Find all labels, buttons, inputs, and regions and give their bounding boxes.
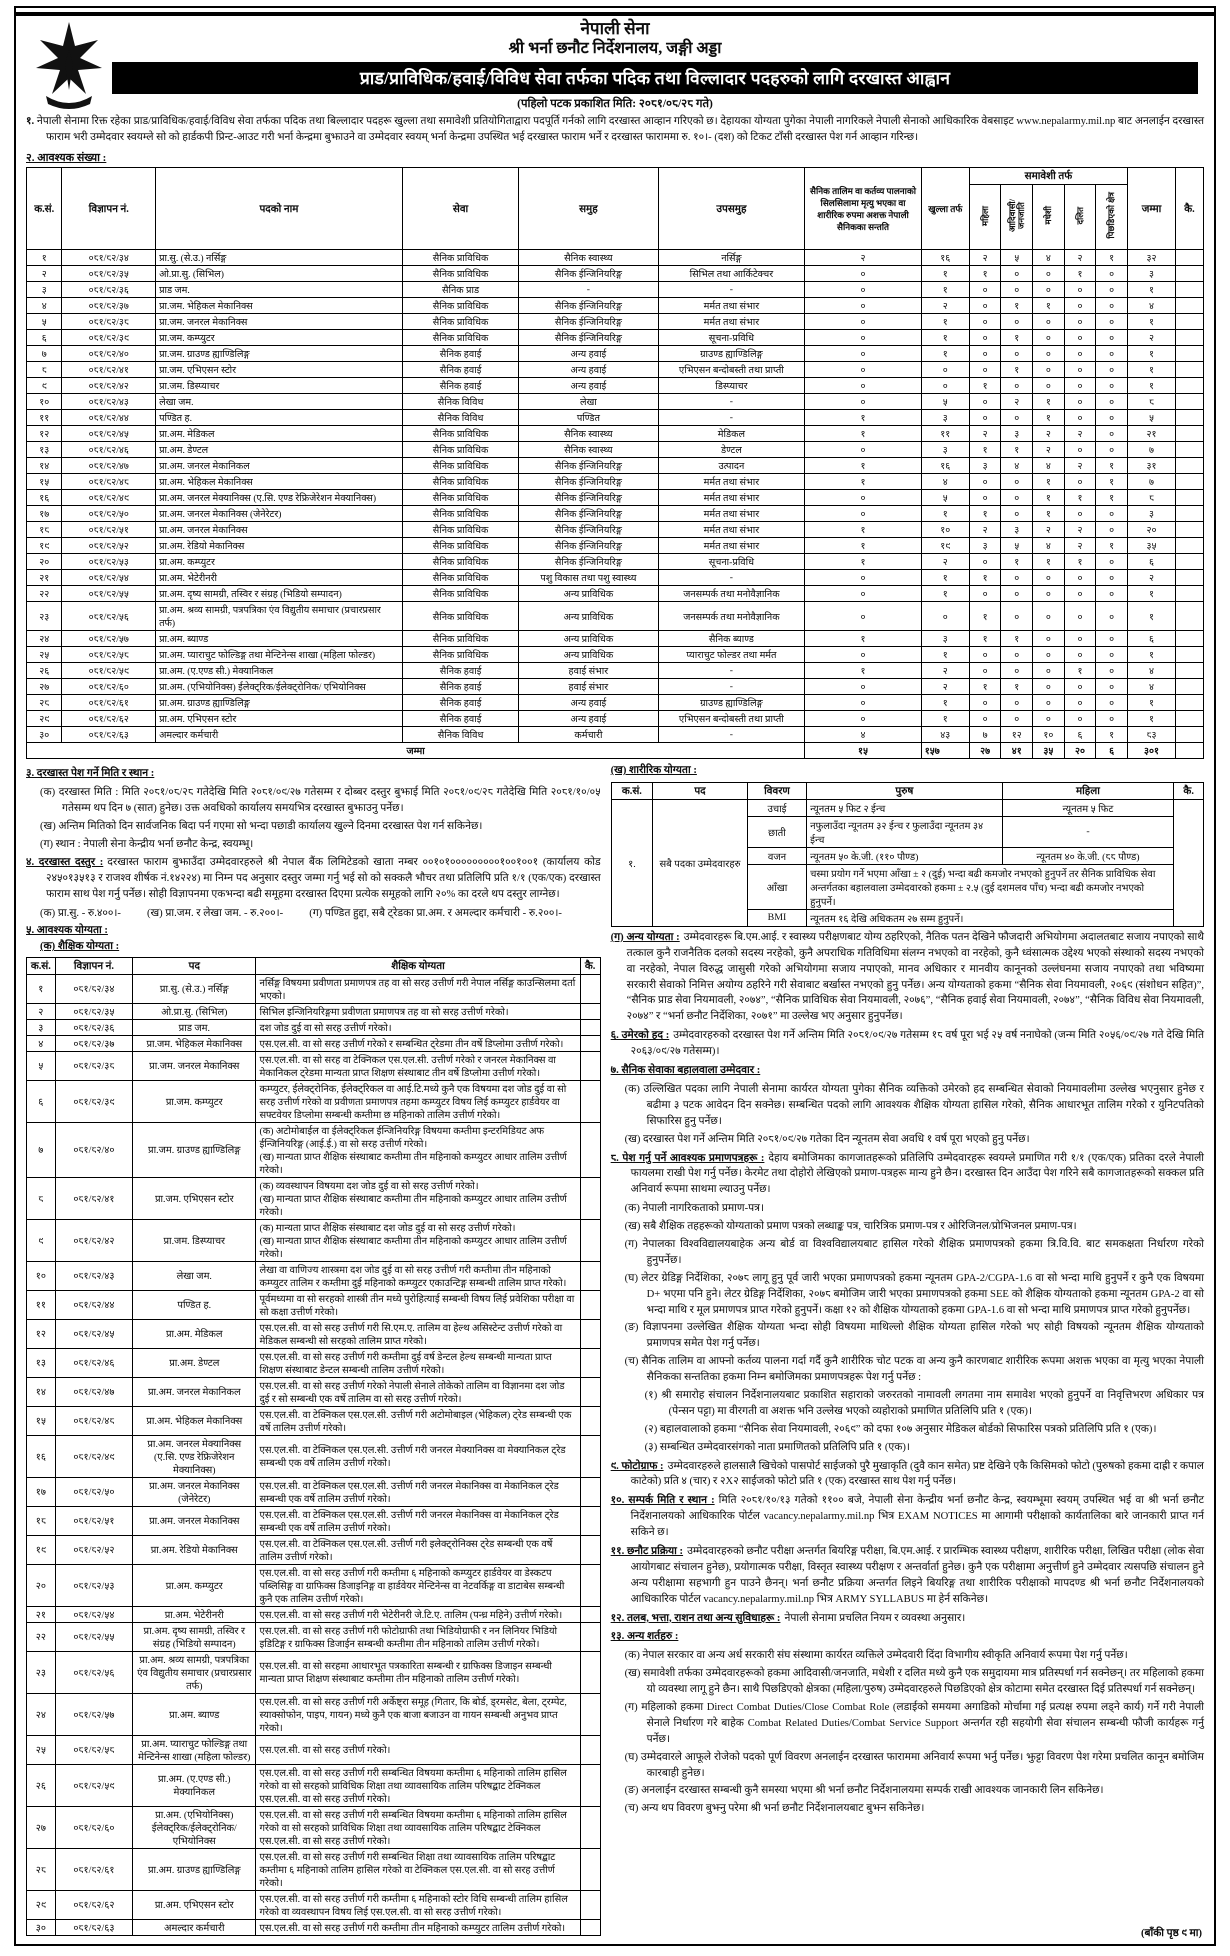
sec3-item-b: (ख) अन्तिम मितिको दिन सार्वजनिक बिदा पर्न गएमा सो भन्दा पछाडी कार्यालय खुल्ने दिनमा दरखास्त पेश गर्न सकिनेछ। (40, 820, 483, 832)
col-backward: पिछडिएको क्षेत्र (1106, 192, 1117, 239)
table-row: २२ ०८१/८२/५५ प्रा.अम. दृष्य सामग्री, तस्विर र संग्रह (भिडियो सम्पादन) एस.एल.सी. वा सो सरह उत्तीर्ण गरी फोटोग्राफी तथा भिडियोग्राफी र नन लिनियर भिडियो इडिटिङ्ग र ग्राफिक्स डिजाईन सम्बन्धी कम्तीमा तीन महिनाको तालिम उत्तीर्ण गरेको। (27, 1622, 601, 1651)
phys-col-remarks: कै. (1174, 782, 1204, 799)
edu-col-sn: क.सं. (27, 957, 56, 974)
notice-banner: प्राड/प्राविधिक/हवाई/विविध सेवा तर्फका पदिक तथा विल्लादार पदहरुको लागि दरखास्त आह्वान (112, 62, 1198, 94)
sec13-items (611, 1648, 1204, 1817)
phys-row-chest: छाती नफुलाउँदा न्यूनतम ३२ ईन्च र फुलाउँदा न्यूनतम ३४ ईन्च - (611, 816, 1203, 847)
vacancy-total-row: जम्मा १५ १५७ २७ ४१ ३५ २० ६ ३०१ (27, 743, 1204, 759)
table-row: १५ ०८१/८२/४८ प्रा.अम. भेहिकल मेकानिक्स सैनिक प्राविधिक सैनिक ईन्जिनियरिङ्ग मर्मत तथा संभार १ ४ ० ० १ ० १ ७ (27, 474, 1204, 490)
phys-row-height: १. सबै पदका उम्मेदवारहरु उचाई न्यूनतम ५ फिट २ ईन्च न्यूनतम ५ फिट (611, 799, 1203, 816)
education-table-body (27, 974, 601, 1935)
published-date: (पहिलो पटक प्रकाशित मिति: २०८१/०८/२८ गते) (517, 98, 713, 111)
fee-list (40, 906, 601, 920)
table-row: ७ ०८१/८२/४० प्रा.जम. ग्राउण्ड ह्याण्डिलिङ्ग सैनिक हवाई अन्य हवाई ग्राउण्ड ह्याण्डिलिङ्ग ० १ ० ० ० ० ० १ (27, 346, 1204, 362)
total-label: जम्मा (27, 743, 805, 759)
table-row: ३० ०८१/८२/६३ अमल्दार कर्मचारी एस.एल.सी. वा सो सरह उत्तीर्ण गरी कम्तीमा तीन महिनाको कम्प्युटर तालिम उत्तीर्ण गरेको। (27, 1919, 601, 1935)
page-frame (14, 6, 1216, 1946)
table-row: १ ०८१/८२/३४ प्रा.सु. (से.उ.) नर्सिङ्ग सैनिक प्राविधिक सैनिक स्वास्थ्य नर्सिङ्ग २ १६ २ ५ ४ २ १ ३२ (27, 250, 1204, 266)
table-row: २१ ०८१/८२/५४ प्रा.अम. भेटेरीनरी सैनिक प्राविधिक पशु विकास तथा पशु स्वास्थ्य - ० १ १ ० ० ० ० २ (27, 570, 1204, 586)
table-row: २५ ०८१/८२/५८ प्रा.अम. प्याराचुट फोल्डिङ्ग तथा मेन्टिनेन्स शाखा (महिला फोल्डर) एस.एल.सी. वा सो सरह उत्तीर्ण गरेको। (27, 1735, 601, 1764)
table-row: ६ ०८१/८२/३९ प्रा.जम. कम्प्युटर कम्प्युटर, ईलेक्ट्रोनिक, ईलेक्ट्रिकल वा आई.टि.मध्ये कुनै एक विषयमा दश जोड दुई वा सो सरह उत्तीर्ण गरेको वा प्रवीणता प्रमाणपत्र तहमा कम्प्युटर विषय लिई कम्प्युटर हार्डवेयर वा सफ्टवेयर डिप्लोमा सम्बन्धी कम्तीमा छ महिनाको तालिम उत्तीर्ण गरेको। (27, 1080, 601, 1122)
table-row: १४ ०८१/८२/४७ प्रा.अम. जनरल मेकानिकल एस.एल.सी. वा सो सरह उत्तीर्ण गरेको नेपाली सेनाले तोकेको तालिम वा विज्ञानमा दश जोड दुई र सो सम्बन्धी एक वर्षे तालिम वा सो सरह उत्तीर्ण गरेको। (27, 1377, 601, 1406)
org-name: नेपाली सेना (580, 19, 650, 38)
phys-col-post: पद (653, 782, 748, 799)
table-row: २ ०८१/८२/३५ ओ.प्रा.सु. (सिभिल) सैनिक प्राविधिक सैनिक ईन्जिनियरिङ्ग सिभिल तथा आर्किटेक्चर ० १ १ ० ० १ ० ३ (27, 266, 1204, 282)
col-open: खुल्ला तर्फ (921, 168, 969, 250)
directorate-name: श्री भर्ना छनौट निर्देशनालय, जङ्गी अड्डा (508, 40, 722, 58)
phys-col-sn: क.सं. (611, 782, 652, 799)
table-row: २९ ०८१/८२/६२ प्रा.अम. एभिएसन स्टोर एस.एल.सी. वा सो सरह उत्तीर्ण गरी कम्तीमा ६ महिनाको स्टोर विधि सम्बन्धी तालिम हासिल गरेको वा व्यवस्थापन विषय लिई एस.एल.सी. वा सो सरह उत्तीर्ण गरेको। (27, 1890, 601, 1919)
edu-col-post: पद (133, 957, 256, 974)
table-row: १ ०८१/८२/३४ प्रा.सु. (से.उ.) नर्सिङ्ग नर्सिङ्ग विषयमा प्रवीणता प्रमाणपत्र तह वा सो सरह उत्तीर्ण गरी नेपाल नर्सिङ्ग काउन्सिलमा दर्ता भएको। (27, 974, 601, 1003)
table-row: ९ ०८१/८२/४२ प्रा.जम. डिस्प्याचर (क) मान्यता प्राप्त शैक्षिक संस्थाबाट दश जोड दुई वा सो सरह उत्तीर्ण गरेको। (ख) मान्यता प्राप्त शैक्षिक संस्थाबाट कम्तीमा तीन महिनाको कम्प्युटर आधार तालिम उत्तीर्ण गरेको। (27, 1219, 601, 1261)
sec13-heading: १३. अन्य शर्तहरु : (610, 1631, 679, 1643)
list-item: (३) सम्बन्धित उम्मेदवारसंगको नाता प्रमाणितको प्रतिलिपि प्रति १ (एक)। (644, 1441, 910, 1453)
phys-col-female: महिला (1002, 782, 1174, 799)
table-row: ३ ०८१/८२/३६ प्राड जम. दश जोड दुई वा सो सरह उत्तीर्ण गरेको। (27, 1019, 601, 1035)
phys-col-detail: विवरण (747, 782, 806, 799)
table-row: २७ ०८१/८२/६० प्रा.अम. (एभियोनिक्स) ईलेक्ट्रिक/ईलेक्ट्रोनिक/ एभियोनिक्स सैनिक हवाई हवाई संभार - ० २ १ १ ० ० ० ४ (27, 679, 1204, 695)
col-dalit: दलित (1074, 206, 1085, 225)
list-item: (ङ) अनलाईन दरखास्त सम्बन्धी कुनै समस्या भएमा श्री भर्ना छनौट निर्देशनालयमा सम्पर्क राखी आवश्यक जानकारी लिन सकिनेछ। (624, 1785, 1104, 1797)
table-row: १७ ०८१/८२/५० प्रा.अम. जनरल मेकानिक्स (जेनेरेटर) एस.एल.सी. वा टेक्निकल एस.एल.सी. उत्तीर्ण गरी जनरल मेकानिक्स वा मेकानिकल ट्रेड सम्बन्धी एक वर्षे तालिम उत्तीर्ण गरेको। (27, 1477, 601, 1506)
sec3-heading: ३. दरखास्त पेश गर्ने मिति र स्थान : (26, 768, 155, 780)
list-item: (घ) लेटर ग्रेडिङ्ग निर्देशिका, २०७८ लागू हुनु पूर्व जारी भएका प्रमाणपत्रको हकमा न्यूनतम GPA-2/CGPA-1.6 वा सो भन्दा माथि हुनुपर्ने र कुनै एक विषयमा D+ भएमा पनि हुने। लेटर ग्रेडिङ्ग निर्देशिका, २०७८ बमोजिम जारी भएका प्रमाणपत्रको हकमा SEE को शैक्षिक योग्यताको हकमा न्यूनतम GPA-2 वा सो भन्दा माथि र मूल प्रमाणपत्र प्राप्त गरेको हुनुपर्ने। कक्षा १२ को शैक्षिक योग्यताको हकमा GPA-1.6 वा सो भन्दा माथि प्रमाणपत्र प्राप्त गरेको हुनुपर्नेछ। (624, 1272, 1204, 1316)
edu-col-qual: शैक्षिक योग्यता (256, 957, 580, 974)
col-service: सेवा (402, 168, 518, 250)
sec12-paragraph: १२. तलब, भत्ता, राशन तथा अन्य सुविधाहरू : नेपाली सेनामा प्रचलित नियम र व्यवस्था अनुसार। (610, 1612, 966, 1624)
table-row: ६ ०८१/८२/३९ प्रा.जम. कम्प्युटर सैनिक प्राविधिक सैनिक ईन्जिनियरिङ्ग सूचना-प्रविधि ० १ ० १ ० ० ० २ (27, 330, 1204, 346)
edu-col-remarks: कै. (580, 957, 600, 974)
col-madhesi: मधेशी (1042, 206, 1053, 225)
col-total: जम्मा (1127, 168, 1175, 250)
table-row: १७ ०८१/८२/५० प्रा.अम. जनरल मेकानिक्स (जेनेरेटर) सैनिक प्राविधिक सैनिक ईन्जिनियरिङ्ग मर्मत तथा संभार ० १ १ ० १ ० ० ३ (27, 506, 1204, 522)
col-post: पदको नाम (156, 168, 403, 250)
table-row: २६ ०८१/८२/५९ प्रा.अम. (ए.एण्ड सी.) मेक्यानिकल सैनिक हवाई हवाई संभार - १ २ ० ० ० १ ० ४ (27, 663, 1204, 679)
table-row: ३ ०८१/८२/३६ प्राड जम. सैनिक प्राड - - ० १ ० ० ० ० ० १ (27, 282, 1204, 298)
table-row: २९ ०८१/८२/६२ प्रा.अम. एभिएसन स्टोर सैनिक हवाई अन्य हवाई एभिएसन बन्दोबस्ती तथा प्राप्ती ० १ ० ० ० ० ० १ (27, 711, 1204, 727)
table-row: ४ ०८१/८२/३७ प्रा.जम. भेहिकल मेकानिक्स एस.एल.सी. वा सो सरह उत्तीर्ण गरेको र सम्बन्धित ट्रेडमा तीन वर्षे डिप्लोमा उत्तीर्ण गरेको। (27, 1035, 601, 1051)
sec8-items (611, 1201, 1204, 1386)
table-row: ५ ०८१/८२/३८ प्रा.जम. जनरल मेकानिक्स सैनिक प्राविधिक सैनिक ईन्जिनियरिङ्ग मर्मत तथा संभार ० १ ० ० ० ० ० १ (27, 314, 1204, 330)
list-item: (१) श्री समारोह संचालन निर्देशनालयबाट प्रकाशित सहाराको जरुरतको नामावली लगतमा नाम समावेश भएको हुनुपर्ने वा निवृत्तिभरण अधिकार पत्र (पेन्सन पट्टा) मा वीरगती वा अशक्त भनि उल्लेख भएको व्यहोराको प्रमाणित प्रतिलिपि प्रति १ (एक)। (644, 1389, 1204, 1417)
phys-row-bmi: BMI न्यूनतम १६ देखि अधिकतम २७ सम्म हुनुपर्ने। (611, 909, 1203, 926)
list-item: (क) नेपाल सरकार वा अन्य अर्ध सरकारी संघ संस्थामा कार्यरत व्यक्तिले उम्मेदवारी दिंदा विभागीय स्वीकृति अनिवार्य रूपमा पेश गर्नु पर्नेछ। (624, 1650, 1128, 1662)
fee-a: (क) प्रा.सु. - रु.४००।- (40, 908, 121, 920)
table-row: २६ ०८१/८२/५९ प्रा.अम. (ए.एण्ड सी.) मेक्यानिकल एस.एल.सी. वा सो सरह उत्तीर्ण गरी सम्बन्धित विषयमा कम्तीमा ६ महिनाको तालिम हासिल गरेको वा सो सरहको प्राविधिक शिक्षा तथा व्यावसायिक तालिम परिषद्बाट टेक्निकल एस.एल.सी. वा सो सरह उत्तीर्ण गरेको। (27, 1764, 601, 1806)
table-row: १२ ०८१/८२/४५ प्रा.अम. मेडिकल एस.एल.सी. वा सो सरह उत्तीर्ण गरी सि.एम.ए. तालिम वा हेल्थ असिस्टेन्ट उत्तीर्ण गरेको वा मेडिकल सम्बन्धी सो सरहको तालिम प्राप्त गरेको। (27, 1319, 601, 1348)
sec8-paragraph: ८. पेश गर्नु पर्ने आवश्यक प्रमाणपत्रहरू : देहाय बमोजिमका कागजातहरूको प्रतिलिपि उम्मेदवारहरू स्वयम्ले प्रमाणित गरी १/१ (एक/एक) प्रतिका दरले नेपाली फायलमा राखी पेश गर्नु पर्नेछ। केरमेट तथा दोहोरो लेखिएको प्रमाण-पत्रहरू मान्य हुने छैन। दरखास्त दिन आउँदा पेश गरिने सबै कागजातहरूको सक्कल प्रति अनिवार्य रूपमा साथमा ल्याउनु पर्नेछ। (610, 1152, 1204, 1196)
list-item: (क) नेपाली नागरिकताको प्रमाण-पत्र। (624, 1203, 764, 1215)
phys-row-weight: वजन न्यूनतम ५० के.जी. (११० पौण्ड) न्यूनतम ४० के.जी. (८८ पौण्ड) (611, 847, 1203, 864)
phys-col-male: पुरुष (807, 782, 1002, 799)
sec3-item-a: (क) दरखास्त मिति : मिति २०८१/०८/२८ गतेदेखि मिति २०८१/०९/२७ गतेसम्म र दोब्बर दस्तुर बुझाई मिति २०८१/०९/२८ गतेदेखि मिति २०८१/१०/०५ गतेसम्म थप दिन ७ (सात) हुनेछ। उक्त अवधिको कार्यालय समयभित्र दरखास्त बुझाउनु पर्नेछ। (40, 786, 601, 814)
table-row: २८ ०८१/८२/६१ प्रा.अम. ग्राउण्ड ह्याण्डिलिङ्ग एस.एल.सी. वा सो सरह उत्तीर्ण गरी सम्बन्धित शिक्षा तथा व्यावसायिक तालिम परिषद्बाट कम्तीमा ६ महिनाको तालिम हासिल गरेको वा टेक्निकल एस.एल.सी. वा सो सरह उत्तीर्ण गरेको। (27, 1848, 601, 1890)
education-table (26, 957, 601, 1936)
table-row: १८ ०८१/८२/५१ प्रा.अम. जनरल मेकानिक्स एस.एल.सी. वा टेक्निकल एस.एल.सी. उत्तीर्ण गरी जनरल मेकानिक्स वा मेकानिकल ट्रेड सम्बन्धी एक वर्षे तालिम उत्तीर्ण गरेको। (27, 1506, 601, 1535)
list-item: (घ) उम्मेदवारले आफूले रोजेको पदको पूर्ण विवरण अनलाईन दरखास्त फाराममा अनिवार्य रूपमा भर्नु पर्नेछ। झुट्टा विवरण पेश गरेमा प्रचलित कानून बमोजिम कारबाही हुनेछ। (624, 1751, 1204, 1779)
list-item: (च) अन्य थप विवरण बुझ्नु परेमा श्री भर्ना छनौट निर्देशनालयबाट बुझ्न सकिनेछ। (624, 1803, 925, 1815)
vacancy-table-title: २. आवश्यक संख्या : (26, 152, 107, 165)
fee-b: (ख) प्रा.जम. र लेखा जम. - रु.२००।- (146, 908, 284, 920)
list-item: (ङ) विज्ञापनमा उल्लेखित शैक्षिक योग्यता भन्दा सोही विषयमा माथिल्लो शैक्षिक योग्यता हासिल गरेको भए सोही विषयको न्यूनतम शैक्षिक योग्यताको प्रमाणपत्र समेत पेश गर्नु पर्नेछ। (624, 1322, 1204, 1350)
table-row: १६ ०८१/८२/४९ प्रा.अम. जनरल मेक्यानिक्स (ए.सि. एण्ड रेफ्रिजेरेशन मेक्यानिक्स) सैनिक प्राविधिक सैनिक ईन्जिनियरिङ्ग मर्मत तथा संभार ० ५ ० ० १ १ १ ८ (27, 490, 1204, 506)
col-indigenous: आदिवासी/ जनजाति (1006, 199, 1026, 233)
other-qual-title: (ग) अन्य योग्यता : (610, 931, 680, 943)
edu-subheading: (क) शैक्षिक योग्यता : (40, 941, 120, 953)
col-female: महिला (979, 205, 990, 226)
table-row: १३ ०८१/८२/४६ प्रा.अम. डेण्टल एस.एल.सी. वा सो सरह उत्तीर्ण गरी कम्तीमा दुई वर्ष डेन्टल हेल्थ सम्बन्धी मान्यता प्राप्त शिक्षण संस्थाबाट डेन्टल सम्बन्धी तालिम उत्तीर्ण गरेको। (27, 1348, 601, 1377)
physical-table (611, 782, 1204, 927)
intro-paragraph: १. नेपाली सेनामा रिक्त रहेका प्राड/प्राविधिक/हवाई/विविध सेवा तर्फका पदिक तथा बिल्लादार पदहरू खुल्ला तथा समावेशी प्रतियोगिताद्वारा पदपूर्ति गर्नको लागि दरखास्त आव्हान गरिएको छ। देहायका योग्यता पुगेका नेपाली नागरिकले नेपाली सेनाको आधिकारिक वेबसाइट www.nepalarmy.mil.np बाट अनलाईन दरखास्त फाराम भरी उम्मेदवार स्वयम्ले सो को हार्डकपी प्रिन्ट-आउट गरी भर्ना केन्द्रमा बुझाउने वा उम्मेदवार स्वयम् भर्ना केन्द्रमा उपस्थित भई दरखास्त फाराम भर्ने र दरखास्त फाराममा रु. १०।- (दश) को टिकट टाँसी दरखास्त पेश गर्न आव्हान गरिन्छ। (26, 116, 1204, 144)
top-rule (16, 12, 1214, 16)
table-row: १८ ०८१/८२/५१ प्रा.अम. जनरल मेकानिक्स सैनिक प्राविधिक सैनिक ईन्जिनियरिङ्ग मर्मत तथा संभार १ १० २ ३ २ २ ० २० (27, 522, 1204, 538)
col-inclusive-group: समावेशी तर्फ (969, 168, 1127, 185)
table-row: २५ ०८१/८२/५८ प्रा.अम. प्याराचुट फोल्डिङ्ग तथा मेन्टिनेन्स शाखा (महिला फोल्डर) सैनिक प्राविधिक अन्य प्राविधिक प्याराचुट फोल्डर तथा मर्मत ० १ ० ० ० ० ० १ (27, 647, 1204, 663)
table-row: २१ ०८१/८२/५४ प्रा.अम. भेटेरीनरी एस.एल.सी. वा सो सरह उत्तीर्ण गरी भेटेरीनरी जे.टि.ए. तालिम (पन्ध्र महिने) उत्तीर्ण गरेको। (27, 1606, 601, 1622)
vacancy-table (26, 167, 1204, 759)
phys-row-eye: आँखा चस्मा प्रयोग गर्ने भएमा आँखा ± २ (दुई) भन्दा बढी कमजोर नभएको हुनुपर्ने तर सैनिक प्राविधिक सेवा अन्तर्गतका बहालवाला उम्मेदवारको हकमा ± २.५ (दुई दशमलव पाँच) भन्दा बढी कमजोर नभएको हुनुपर्ने। (611, 864, 1203, 909)
sec6-paragraph: ६. उमेरको हद : उम्मेदवारहरुको दरखास्त पेश गर्ने अन्तिम मिति २०८१/०९/२७ गतेसम्म १८ वर्ष पूरा भई २५ वर्ष ननाघेको (जन्म मिति २०५६/०९/२७ गते देखि मिति २०६३/०९/२७ गतेसम्म)। (610, 1030, 1204, 1058)
table-row: २० ०८१/८२/५३ प्रा.अम. कम्प्युटर सैनिक प्राविधिक सैनिक ईन्जिनियरिङ्ग सूचना-प्रविधि १ २ ० १ १ १ ० ६ (27, 554, 1204, 570)
col-sn: क.सं. (27, 168, 62, 250)
continued-note: (बाँकी पृष्ठ ९ मा) (1141, 1927, 1202, 1939)
table-row: १९ ०८१/८२/५२ प्रा.अम. रेडियो मेकानिक्स सैनिक प्राविधिक सैनिक ईन्जिनियरिङ्ग मर्मत तथा संभार १ १९ ३ ५ ४ २ १ ३५ (27, 538, 1204, 554)
col-remarks: कै. (1176, 168, 1204, 250)
col-santati: सैनिक तालिम वा कर्तव्य पालनाको सिलसिलामा मृत्यु भएका वा शारीरिक रुपमा अशक्त नेपाली सैनिकका सन्तति (805, 168, 921, 250)
list-item: (ग) नेपालका विश्वविद्यालयबाहेक अन्य बोर्ड वा विश्वविद्यालयबाट हासिल गरेको शैक्षिक प्रमाणपत्रको हकमा त्रि.वि.वि. बाट समकक्षता निर्धारण गरेको हुनुपर्नेछ। (624, 1238, 1204, 1266)
fee-c: (ग) पण्डित हुद्दा, सबै ट्रेडका प्रा.अम. र अमल्दार कर्मचारी - रु.२००।- (309, 908, 562, 920)
sec7-item-a: (क) उल्लिखित पदका लागि नेपाली सेनामा कार्यरत योग्यता पुगेका सैनिक व्यक्तिको उमेरको हद सम्बन्धित सेवाको नियमावलीमा उल्लेख भएनुसार हुनेछ र बढीमा ३ पटक आवेदन दिन सक्नेछ। सम्बन्धित पदको लागि आवश्यक शैक्षिक योग्यता हासिल गरेको, सैनिक आधारभूत तालिम गरेको र युनिटपतिको सिफारिस हुनु पर्नेछ। (624, 1083, 1204, 1127)
table-row: १५ ०८१/८२/४८ प्रा.अम. भेहिकल मेकानिक्स एस.एल.सी. वा टेक्निकल एस.एल.सी. उत्तीर्ण गरी अटोमोबाइल (भेहिकल) ट्रेड सम्बन्धी एक वर्षे तालिम उत्तीर्ण गरेको। (27, 1406, 601, 1435)
col-subgroup: उपसमुह (658, 168, 805, 250)
right-column (611, 763, 1204, 1936)
table-row: १६ ०८१/८२/४९ प्रा.अम. जनरल मेक्यानिक्स (ए.सि. एण्ड रेफ्रिजेरेशन मेक्यानिक्स) एस.एल.सी. वा टेक्निकल एस.एल.सी. उत्तीर्ण गरी जनरल मेक्यानिक्स वा मेक्यानिकल ट्रेड सम्बन्धी एक वर्षे तालिम उत्तीर्ण गरेको। (27, 1435, 601, 1477)
table-row: २० ०८१/८२/५३ प्रा.अम. कम्प्युटर एस.एल.सी. वा सो सरह उत्तीर्ण गरी कम्तीमा ६ महिनाको कम्प्युटर हार्डवेयर वा डेस्कटप पब्लिसिङ्ग वा ग्राफिक्स डिजाइनिङ्ग वा हार्डवेयर मेन्टिनेन्स वा नेटवर्किङ्ग वा डाटाबेस सम्बन्धी कुनै एक तालिम उत्तीर्ण गरेको। (27, 1564, 601, 1606)
phys-post: सबै पदका उम्मेदवारहरु (653, 799, 748, 926)
header (26, 18, 1204, 111)
table-row: २३ ०८१/८२/५६ प्रा.अम. श्रव्य सामग्री, पत्रपत्रिका एंव विद्युतीय समाचार (प्रचारप्रसार तर्फ) सैनिक प्राविधिक अन्य प्राविधिक जनसम्पर्क तथा मनोवैज्ञानिक ० ० १ ० ० ० ० १ (27, 602, 1204, 631)
phys-remarks-cell (1174, 799, 1204, 926)
table-row: १० ०८१/८२/४३ लेखा जम. लेखा वा वाणिज्य शास्त्रमा दश जोड दुई वा सो सरह उत्तीर्ण गरी कम्तीमा तीन महिनाको कम्प्युटर तालिम र कम्तीमा दुई महिनाको कम्प्युटर एकाउन्टिङ्ग सम्बन्धी तालिम प्राप्त गरेको। (27, 1261, 601, 1290)
sec5-heading: ५. आवश्यक योग्यता : (26, 925, 108, 937)
edu-col-adv: विज्ञापन नं. (55, 957, 132, 974)
nepal-army-crest-icon (32, 20, 106, 112)
vacancy-table-body (27, 250, 1204, 743)
table-row: ११ ०८१/८२/४४ पण्डित ह. सैनिक विविध पण्डित - १ ३ ० ० १ ० ० ५ (27, 410, 1204, 426)
col-adv-no: विज्ञापन नं. (62, 168, 156, 250)
table-row: २२ ०८१/८२/५५ प्रा.अम. दृष्य सामग्री, तस्विर र संग्रह (भिडियो सम्पादन) सैनिक प्राविधिक अन्य प्राविधिक जनसम्पर्क तथा मनोवैज्ञानिक ० १ ० ० ० ० ० १ (27, 586, 1204, 602)
sec11-paragraph: ११. छनौट प्रक्रिया : उम्मेदवारहरुको छनौट परीक्षा अन्तर्गत बियरिङ्ग परीक्षा, बि.एम.आई. र प्रारम्भिक स्वास्थ्य परीक्षण, शारीरिक परीक्षा, लिखित परीक्षा (लोक सेवा आयोगबाट संचालन हुनेछ), प्रयोगात्मक परीक्षा, विस्तृत स्वास्थ्य परीक्षण र अन्तर्वार्ता हुनेछ। कुनै एक परीक्षामा अनुत्तीर्ण हुने उम्मेदवार त्यसपछि संचालन हुने अन्य परीक्षामा सहभागी हुन पाउने छैनन्। भर्ना छनौट प्रक्रिया अन्तर्गत लिइने बियरिङ्ग तथा शारीरिक परीक्षाको मापदण्ड श्री भर्ना छनौट निर्देशनालयको आधिकारिक पोर्टल vacancy.nepalarmy.mil.np भित्र ARMY SYLLABUS मा हेर्न सकिनेछ। (610, 1545, 1204, 1605)
table-row: २४ ०८१/८२/५७ प्रा.अम. ब्याण्ड एस.एल.सी. वा सो सरह उत्तीर्ण गरी अर्केष्ट्रा समूह (गितार, कि बोर्ड, ड्रमसेट, बेला, ट्रम्पेट, स्याक्सोफोन, पाइप, गायन) मध्ये कुनै एक बाजा बजाउन वा गायन सम्बन्धी अनुभव प्राप्त गरेको। (27, 1693, 601, 1735)
table-row: १९ ०८१/८२/५२ प्रा.अम. रेडियो मेकानिक्स एस.एल.सी. वा टेक्निकल एस.एल.सी. उत्तीर्ण गरी इलेक्ट्रोनिक्स ट्रेड सम्बन्धी एक वर्षे तालिम उत्तीर्ण गरेको। (27, 1535, 601, 1564)
physical-heading: (ख) शारीरिक योग्यता : (610, 765, 697, 777)
table-row: २४ ०८१/८२/५७ प्रा.अम. ब्याण्ड सैनिक प्राविधिक अन्य प्राविधिक सैनिक ब्याण्ड १ ३ १ १ ० ० ० ६ (27, 631, 1204, 647)
sec10-paragraph: १०. सम्पर्क मिति र स्थान : मिति २०८१/१०/१३ गतेको ११०० बजे, नेपाली सेना केन्द्रीय भर्ना छनौट केन्द्र, स्वयम्भूमा स्वयम् उपस्थित भई वा श्री भर्ना छनौट निर्देशनालयको आधिकारिक पोर्टल vacancy.nepalarmy.mil.np भित्र EXAM NOTICES मा आगामी परीक्षाको कार्यतालिका बारे जानकारी प्राप्त गर्न सकिने छ। (610, 1495, 1205, 1539)
sec3-item-c: (ग) स्थान : नेपाली सेना केन्द्रीय भर्ना छनौट केन्द्र, स्वयम्भू। (40, 838, 254, 850)
sec9-paragraph: ९. फोटोग्राफ : उम्मेदवारहरुले हालसालै खिचेको पासपोर्ट साईजको पुरै मुखाकृति (दुवै कान समेत) प्रष्ट देखिने एकै किसिमको फोटो (पुरुषको हकमा दाह्री र कपाल काटेको) प्रति ४ (चार) र २X२ साईजको फोटो प्रति १ (एक) दरखास्त साथ पेश गर्नु पर्नेछ। (610, 1460, 1204, 1488)
table-row: १२ ०८१/८२/४५ प्रा.अम. मेडिकल सैनिक प्राविधिक सैनिक स्वास्थ्य मेडिकल १ ११ २ ३ २ २ ० २१ (27, 426, 1204, 442)
list-item: (२) बहालवालाको हकमा “सैनिक सेवा नियमावली, २०६९” को दफा १०७ अनुसार मेडिकल बोर्डको सिफारिस पत्रको प्रतिलिपि प्रति १ (एक)। (644, 1423, 1157, 1435)
list-item: (ख) सबै शैक्षिक तहहरूको योग्यताको प्रमाण पत्रको लब्धाङ्क पत्र, चारित्रिक प्रमाण-पत्र र ओरिजिनल/प्रोभिजनल प्रमाण-पत्र। (624, 1221, 1077, 1233)
table-row: ४ ०८१/८२/३७ प्रा.जम. भेहिकल मेकानिक्स सैनिक प्राविधिक सैनिक ईन्जिनियरिङ्ग मर्मत तथा संभार ० २ ० १ १ ० ० ४ (27, 298, 1204, 314)
sec4-paragraph: ४. दरखास्त दस्तुर : दरखास्त फाराम बुझाउँदा उम्मेदवारहरुले श्री नेपाल बैंक लिमिटेडको खाता नम्बर ००१०१०००००००००१००१००१ (कार्यालय कोड २४५०१३५१३ र राजश्व शीर्षक नं.१४२२४) मा निम्न पद अनुसार दस्तुर जम्मा गर्नु भई सो को सक्कलै भौचर तथा प्रतिलिपि प्रति १/१ (एक/एक) दरखास्त फाराम साथ पेश गर्नु पर्नेछ। सोही विज्ञापनमा एकभन्दा बढी समूहमा दरखास्त दिएमा प्रत्येक समूहको लागि २०% का दरले थप दस्तुर लाग्नेछ। (26, 857, 601, 901)
table-row: ८ ०८१/८२/४१ प्रा.जम. एभिएसन स्टोर (क) व्यवस्थापन विषयमा दश जोड दुई वा सो सरह उत्तीर्ण गरेको। (ख) मान्यता प्राप्त शैक्षिक संस्थाबाट कम्तीमा तीन महिनाको कम्प्युटर आधार तालिम उत्तीर्ण गरेको। (27, 1177, 601, 1219)
left-column (26, 763, 601, 1936)
list-item: (ग) महिलाको हकमा Direct Combat Duties/Close Combat Role (लडाईको समयमा अगाडिको मोर्चामा गई प्रत्यक्ष रुपमा लड्ने कार्य) गर्ने गरी नेपाली सेनाले निर्धारण गरे बाहेक Combat Related Duties/Combat Service Support अन्तर्गत रही सहयोगी सेवा संचालन सम्बन्धी फौजी कार्यहरू गर्नु पर्नेछ। (624, 1702, 1204, 1745)
table-row: ११ ०८१/८२/४४ पण्डित ह. पूर्वमध्यमा वा सो सरहको शास्त्री तीन मध्ये पुरोहित्याई सम्बन्धी विषय लिई प्रवेशिका परीक्षा वा सो कक्षा उत्तीर्ण गरेको। (27, 1290, 601, 1319)
other-qualification-section: (ग) अन्य योग्यता : उम्मेदवारहरू बि.एम.आई. र स्वास्थ्य परीक्षणबाट योग्य ठहरिएको, नैतिक पतन देखिने फौजदारी अभियोगमा अदालतबाट सजाय नपाएको साथै तत्काल कुनै राजनैतिक दलको सदस्य नरहेको, कुनै अपराधिक गतिविधिमा संलग्न नभएको वा नरहेको, कुनै ध्वंसात्मक उद्देश्य भएको संस्थाको सदस्य नभएको वा नरहेको, नेपाल विरुद्ध जासुसी गरेको अभियोगमा सजाय नपाएको, मानव अधिकार र मानवीय कानूनको उल्लंघनमा सजाय नपाएको तथा भविष्यमा सरकारी सेवाको निमित्त अयोग्य ठहरिने गरी सेवाबाट बर्खास्त नभएको हुनु पर्नेछ। अन्य योग्यताको हकमा “सैनिक सेवा नियमावली, २०६९ (संशोधन सहित)”, “सैनिक प्राड सेवा नियमावली, २०७४”, “सैनिक प्राविधिक सेवा नियमावली, २०७६”, “सैनिक हवाई सेवा नियमावली, २०७४”, “सैनिक विविध सेवा नियमावली, २०७४” र “भर्ना छनौट निर्देशिका, २०७१” मा उल्लेख भए अनुसार हुनुपर्नेछ। (610, 931, 1204, 1023)
table-row: २३ ०८१/८२/५६ प्रा.अम. श्रव्य सामग्री, पत्रपत्रिका एंव विद्युतीय समाचार (प्रचारप्रसार तर्फ) एस.एल.सी. वा सो सरहमा आधारभूत पत्रकारिता सम्बन्धी र ग्राफिक्स डिजाइन सम्बन्धी मान्यता प्राप्त शिक्षण संस्थाबाट कम्तीमा तीन महिनाको तालिम उत्तीर्ण गरेको। (27, 1651, 601, 1693)
table-row: ५ ०८१/८२/३८ प्रा.जम. जनरल मेकानिक्स एस.एल.सी. वा सो सरह वा टेक्निकल एस.एल.सी. उत्तीर्ण गरेको र जनरल मेकानिक्स वा मेकानिकल ट्रेडमा मान्यता प्राप्त शिक्षण संस्थाबाट तीन वर्षे डिप्लोमा उत्तीर्ण गरेको। (27, 1051, 601, 1080)
sec7-heading: ७. सैनिक सेवाका बहालवाला उम्मेदवार : (610, 1065, 761, 1077)
table-row: १३ ०८१/८२/४६ प्रा.अम. डेण्टल सैनिक प्राविधिक सैनिक स्वास्थ्य डेण्टल ० ३ १ १ २ ० ० ७ (27, 442, 1204, 458)
table-row: १० ०८१/८२/४३ लेखा जम. सैनिक विविध लेखा - ० ५ ० २ १ ० ० ८ (27, 394, 1204, 410)
table-row: २७ ०८१/८२/६० प्रा.अम. (एभियोनिक्स) ईलेक्ट्रिक/ईलेक्ट्रोनिक/ एभियोनिक्स एस.एल.सी. वा सो सरह उत्तीर्ण गरी सम्बन्धित विषयमा कम्तीमा ६ महिनाको तालिम हासिल गरेको वा सो सरहको प्राविधिक शिक्षा तथा व्यावसायिक तालिम परिषद्बाट टेक्निकल एस.एल.सी. वा सो सरह उत्तीर्ण गरेको। (27, 1806, 601, 1848)
sec7-item-b: (ख) दरखास्त पेश गर्ने अन्तिम मिति २०८१/०९/२७ गतेका दिन न्यूनतम सेवा अवधि १ वर्ष पूरा भएको हुनु पर्नेछ। (624, 1133, 1030, 1145)
table-row: ८ ०८१/८२/४१ प्रा.जम. एभिएसन स्टोर सैनिक हवाई अन्य हवाई एभिएसन बन्दोबस्ती तथा प्राप्ती ० ० ० १ ० ० ० १ (27, 362, 1204, 378)
table-row: १४ ०८१/८२/४७ प्रा.अम. जनरल मेकानिकल सैनिक प्राविधिक सैनिक ईन्जिनियरिङ्ग उत्पादन १ १६ ३ ४ ४ २ १ ३१ (27, 458, 1204, 474)
table-row: ९ ०८१/८२/४२ प्रा.जम. डिस्प्याचर सैनिक हवाई अन्य हवाई डिस्प्याचर ० ० १ ० ० ० ० १ (27, 378, 1204, 394)
phys-sn: १. (611, 799, 652, 926)
sec8-subitems (611, 1388, 1204, 1456)
table-row: ३० ०८१/८२/६३ अमल्दार कर्मचारी सैनिक विविध कर्मचारी - ४ ४३ ७ १२ १० ६ १ ८३ (27, 727, 1204, 743)
table-row: २८ ०८१/८२/६१ प्रा.अम. ग्राउण्ड ह्याण्डिलिङ्ग सैनिक हवाई अन्य हवाई ग्राउण्ड ह्याण्डिलिङ्ग ० १ ० ० ० ० ० १ (27, 695, 1204, 711)
list-item: (च) सैनिक तालिम वा आफ्नो कर्तव्य पालना गर्दा गर्दै कुनै शारीरिक चोट पटक वा अन्य कुनै कारणबाट शारीरिक रूपमा अशक्त भएका वा मृत्यु भएका नेपाली सैनिकका सन्ततिका हकमा निम्न बमोजिमका प्रमाणपत्रहरू पेश गर्नु पर्नेछ : (624, 1356, 1204, 1384)
table-row: २ ०८१/८२/३५ ओ.प्रा.सु. (सिभिल) सिभिल इन्जिनियरिङ्गमा प्रवीणता प्रमाणपत्र तह वा सो सरह उत्तीर्ण गरेको। (27, 1003, 601, 1019)
col-group: समुह (519, 168, 658, 250)
table-row: ७ ०८१/८२/४० प्रा.जम. ग्राउण्ड ह्याण्डिलिङ्ग (क) अटोमोबाईल वा ईलेक्ट्रिकल ईन्जिनियरिङ्ग विषयमा कम्तीमा इन्टरमिडियट अफ ईन्जिनियरिङ्ग (आई.ई.) वा सो सरह उत्तीर्ण गरेको। (ख) मान्यता प्राप्त शैक्षिक संस्थाबाट कम्तीमा तीन महिनाको कम्प्युटर आधार तालिम उत्तीर्ण गरेको। (27, 1122, 601, 1177)
intro-number: १. (26, 116, 35, 128)
list-item: (ख) समावेशी तर्फका उम्मेदवारहरूको हकमा आदिवासी/जनजाति, मधेशी र दलित मध्ये कुनै एक समुदायमा मात्र प्रतिस्पर्धा गर्न सक्नेछन्। तर महिलाको हकमा यो व्यवस्था लागू हुने छैन। साथै पिछडिएको क्षेत्रका (महिला/पुरुष) उम्मेदवारहरुले पिछडिएको क्षेत्र कोटामा समेत दरखास्त दिई प्रतिस्पर्धा गर्न सक्नेछन्। (624, 1668, 1204, 1696)
